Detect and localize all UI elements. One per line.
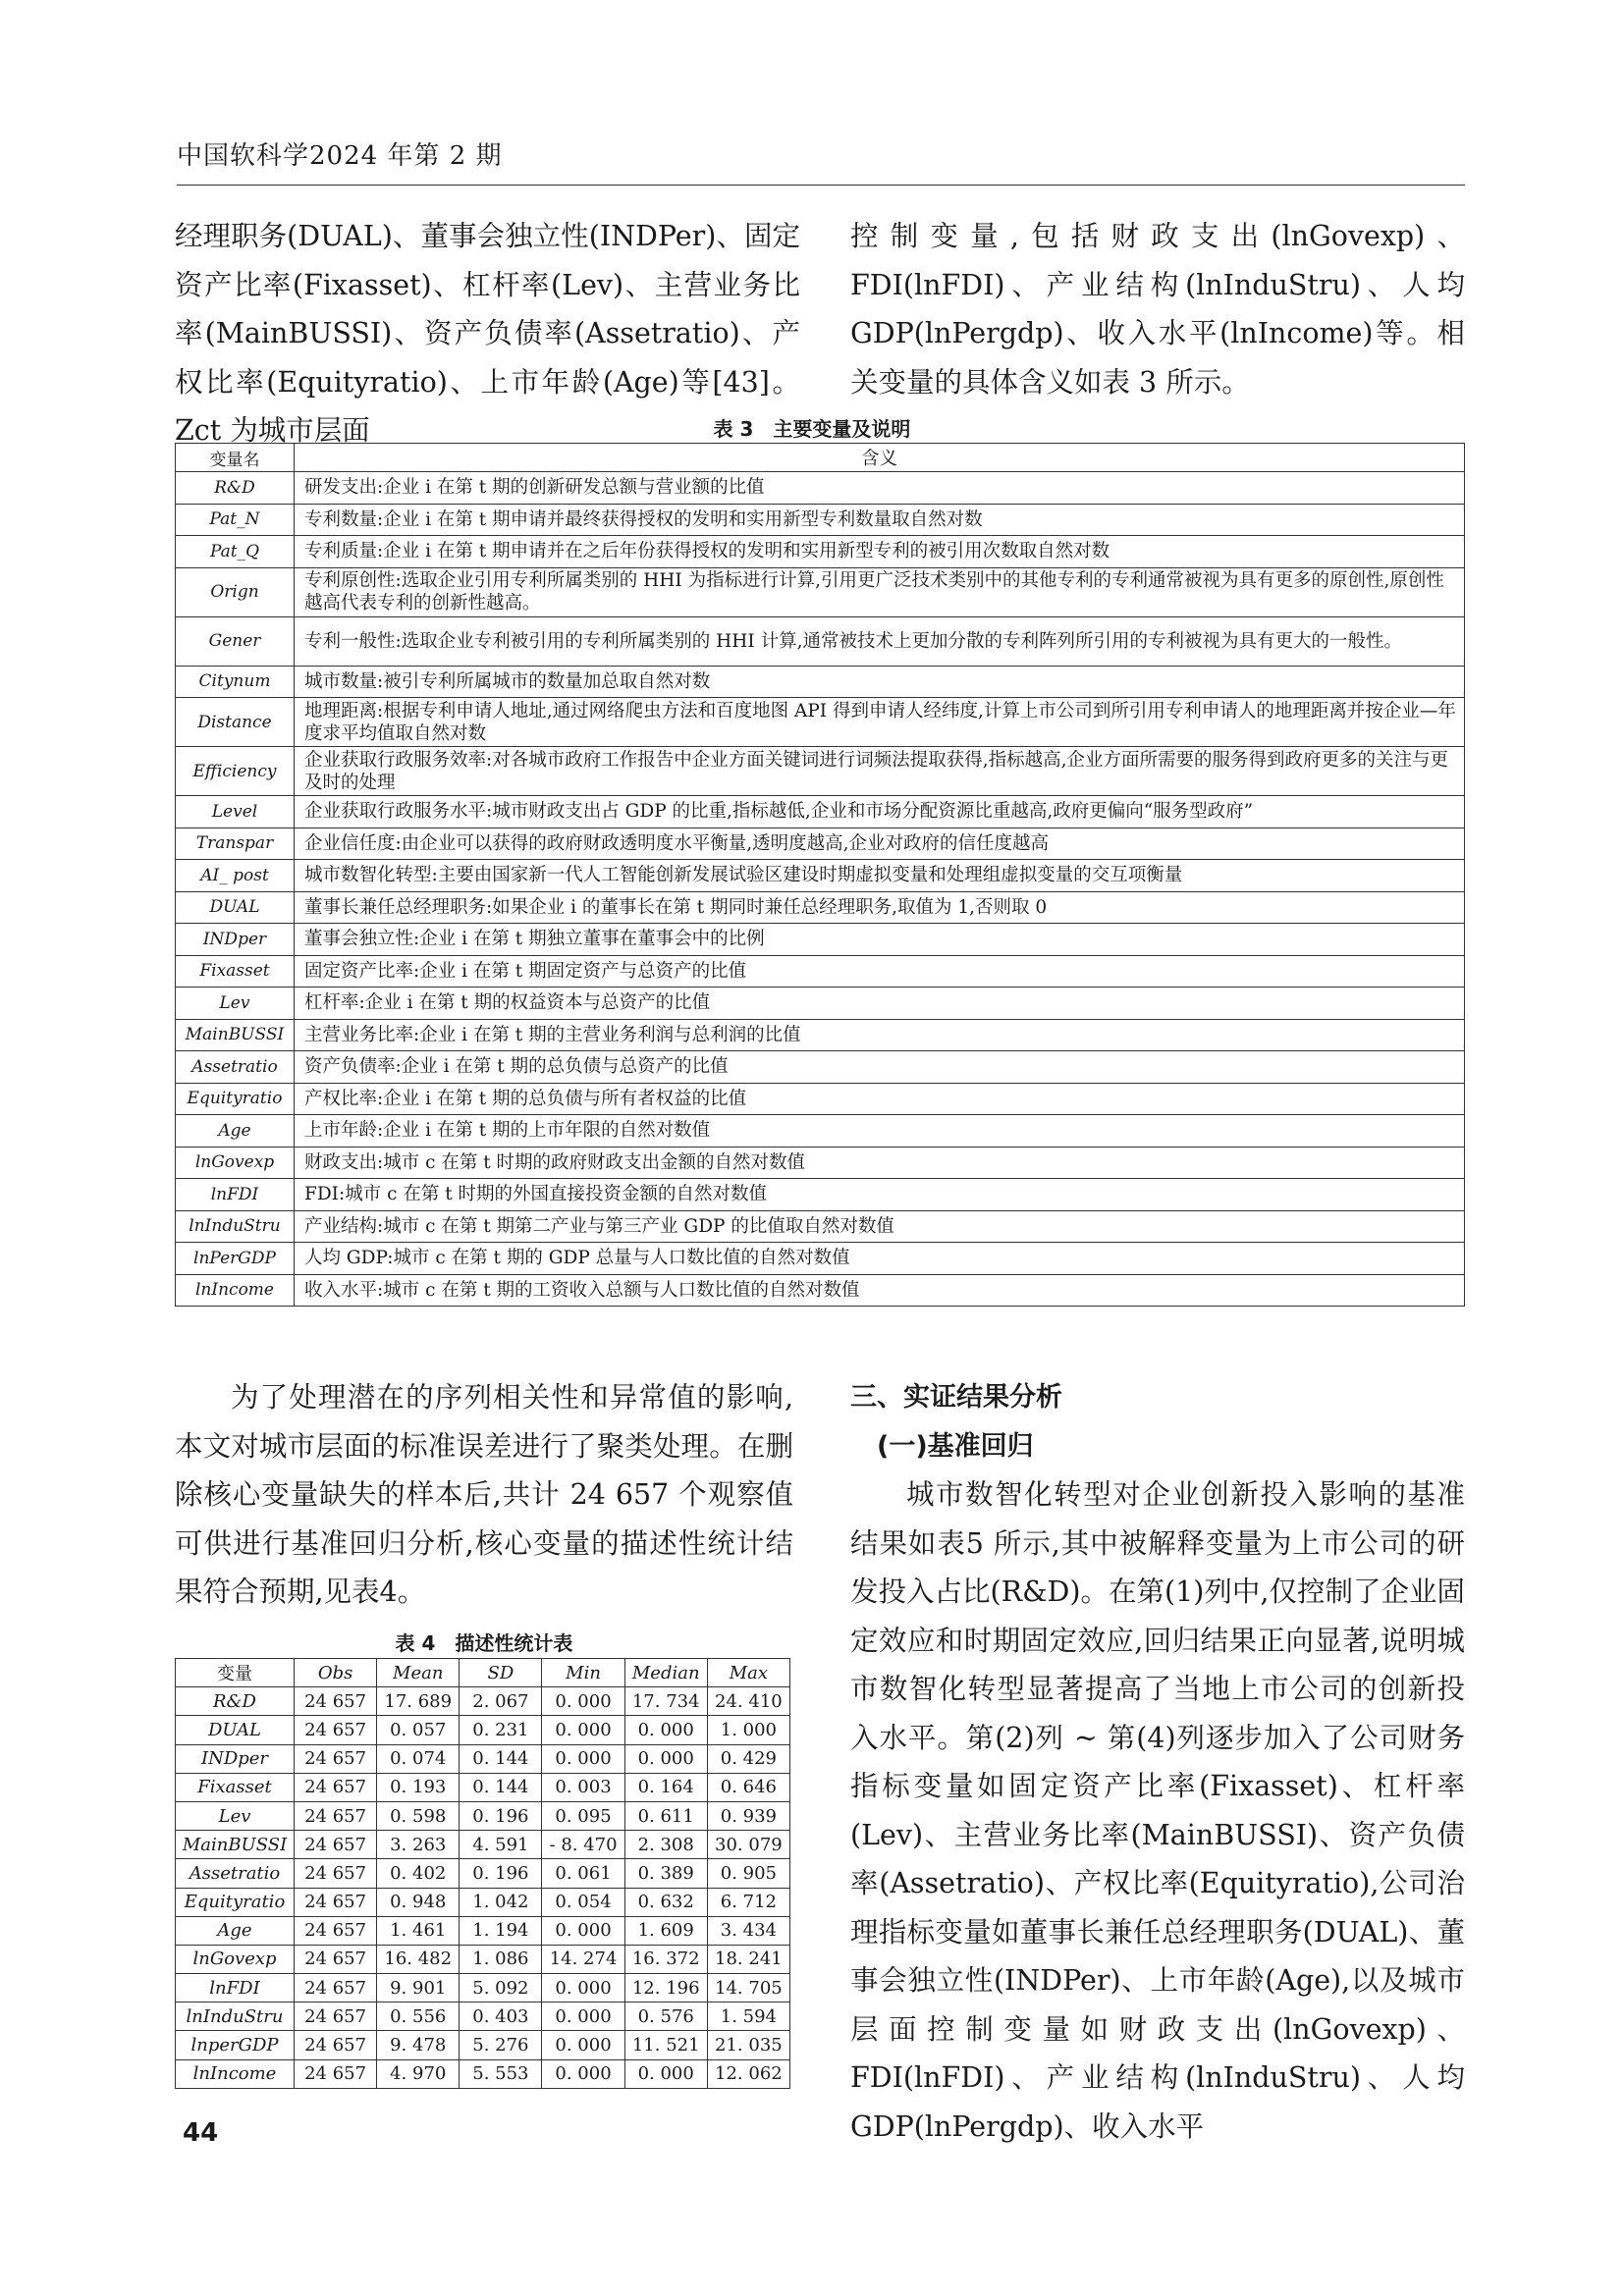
table3-row: [176, 1243, 1465, 1275]
table3-row: [176, 1051, 1465, 1084]
table4-value-cell: 1. 609: [624, 1916, 707, 1945]
table4-value-cell: 18. 241: [707, 1945, 789, 1973]
variable-name-cell: Citynum: [176, 666, 295, 698]
table3-row: [176, 891, 1465, 924]
header-rule: [177, 185, 1465, 186]
table4-value-cell: 2. 067: [460, 1687, 542, 1716]
table4-value-cell: 4. 591: [460, 1831, 542, 1859]
variable-name-cell: Equityratio: [176, 1083, 295, 1115]
section-paragraph: 城市数智化转型对企业创新投入影响的基准结果如表5 所示,其中被解释变量为上市公司的研发投入占比(R&D)。在第(1)列中,仅控制了企业固定效应和时期固定效应,回归结果正向显著,说明城市数智化转型显著提高了当地上市公司的创新投入水平。第(2)列 ~ 第(4)列逐步加入了公司财务指标变量如固定资产比率(Fixasset)、杠杆率(Lev)、主营业务比率(MainBUSSI)、资产负债率(Assetratio)、产权比率(Equityratio),公司治理指标变量如董事长兼任总经理职务(DUAL)、董事会独立性(INDPer)、上市年龄(Age),以及城市层面控制变量如财政支出(lnGovexp)、FDI(lnFDI)、产业结构(lnInduStru)、人均 GDP(lnPergdp)、收入水平: [850, 1478, 1465, 2143]
table4-variable-cell: lnGovexp: [176, 1945, 295, 1973]
table4-variable-cell: INDper: [176, 1744, 295, 1773]
table3-row: [176, 828, 1465, 860]
table4-variable-cell: lnIncome: [176, 2059, 295, 2088]
table4-value-cell: 3. 263: [377, 1831, 460, 1859]
table4-value-cell: 0. 403: [460, 2002, 542, 2031]
table4-value-cell: 0. 000: [624, 1716, 707, 1744]
table4-value-cell: 0. 939: [707, 1801, 789, 1830]
variable-name-cell: Transpar: [176, 828, 295, 860]
table4-value-cell: 0. 429: [707, 1744, 789, 1773]
variable-name-cell: Gener: [176, 616, 295, 666]
variable-description-cell: 资产负债率:企业 i 在第 t 期的总负债与总资产的比值: [295, 1051, 1465, 1084]
table3-row: [176, 472, 1465, 505]
table4-value-cell: 16. 482: [377, 1945, 460, 1973]
variable-description-cell: 城市数量:被引专利所属城市的数量加总取自然对数: [295, 666, 1465, 698]
table4-value-cell: 0. 144: [460, 1773, 542, 1801]
table4-value-cell: 24 657: [295, 1916, 377, 1945]
variable-name-cell: Pat_N: [176, 504, 295, 536]
table4-value-cell: 0. 000: [542, 2002, 624, 2031]
table4-value-cell: 9. 478: [377, 2031, 460, 2059]
table4-value-cell: 12. 196: [624, 1974, 707, 2002]
table4-value-cell: 11. 521: [624, 2031, 707, 2059]
results-section: [850, 1373, 1465, 2151]
top-right-paragraph: [850, 212, 1465, 406]
table4-value-cell: 6. 712: [707, 1888, 789, 1916]
variable-name-cell: DUAL: [176, 891, 295, 924]
variable-description-cell: 收入水平:城市 c 在第 t 期的工资收入总额与人口数比值的自然对数值: [295, 1274, 1465, 1307]
table4-value-cell: 1. 086: [460, 1945, 542, 1973]
table4-value-cell: 24 657: [295, 1773, 377, 1801]
table3-row: [176, 567, 1465, 616]
paragraph-text: 经理职务(DUAL)、董事会独立性(INDPer)、固定资产比率(Fixasset)、杠杆率(Lev)、主营业务比率(MainBUSSI)、资产负债率(Assetratio)、产权比率(Equityratio)、上市年龄(Age)等[43]。Zct 为城市层面: [175, 220, 800, 447]
variable-description-cell: 人均 GDP:城市 c 在第 t 期的 GDP 总量与人口数比值的自然对数值: [295, 1243, 1465, 1275]
table4-descriptive-stats: [175, 1658, 790, 2089]
table4-value-cell: 30. 079: [707, 1831, 789, 1859]
paragraph-text: 为了处理潜在的序列相关性和异常值的影响,本文对城市层面的标准误差进行了聚类处理。在删除核心变量缺失的样本后,共计 24 657 个观察值可供进行基准回归分析,核心变量的描述性统计结果符合预期,见表4。: [175, 1381, 793, 1608]
variable-description-cell: 董事长兼任总经理职务:如果企业 i 的董事长在第 t 期同时兼任总经理职务,取值为 1,否则取 0: [295, 891, 1465, 924]
table4-row: [176, 1888, 790, 1916]
table4-value-cell: 0. 196: [460, 1859, 542, 1888]
table4-value-cell: 4. 970: [377, 2059, 460, 2088]
table4-variable-cell: Lev: [176, 1801, 295, 1830]
table4-value-cell: 0. 000: [542, 1716, 624, 1744]
table3-row: [176, 1274, 1465, 1307]
variable-name-cell: Lev: [176, 988, 295, 1020]
variable-name-cell: AI_ post: [176, 860, 295, 892]
table4-value-cell: 0. 000: [542, 2031, 624, 2059]
variable-name-cell: Distance: [176, 698, 295, 747]
table4-row: [176, 2002, 790, 2031]
variable-name-cell: Orign: [176, 567, 295, 616]
table4-value-cell: 0. 054: [542, 1888, 624, 1916]
table4-header-cell: Median: [624, 1659, 707, 1687]
table3-row: [176, 666, 1465, 698]
table4-value-cell: 0. 646: [707, 1773, 789, 1801]
table4-row: [176, 2031, 790, 2059]
table3-row: [176, 536, 1465, 568]
table4-value-cell: 0. 144: [460, 1744, 542, 1773]
variable-name-cell: lnIncome: [176, 1274, 295, 1307]
table4-value-cell: - 8. 470: [542, 1831, 624, 1859]
variable-description-cell: 城市数智化转型:主要由国家新一代人工智能创新发展试验区建设时期虚拟变量和处理组虚拟变量的交互项衡量: [295, 860, 1465, 892]
table3-row: [176, 860, 1465, 892]
table4-value-cell: 0. 193: [377, 1773, 460, 1801]
table3-row: [176, 504, 1465, 536]
table4-value-cell: 0. 948: [377, 1888, 460, 1916]
table3-variables: [175, 443, 1465, 1307]
table4-value-cell: 0. 003: [542, 1773, 624, 1801]
variable-description-cell: 专利原创性:选取企业引用专利所属类别的 HHI 为指标进行计算,引用更广泛技术类别中的其他专利的专利通常被视为具有更多的原创性,原创性越高代表专利的创新性越高。: [295, 567, 1465, 616]
table4-value-cell: 0. 000: [542, 1687, 624, 1716]
variable-name-cell: lnInduStru: [176, 1210, 295, 1243]
table4-variable-cell: MainBUSSI: [176, 1831, 295, 1859]
table4-row: [176, 1859, 790, 1888]
table4-variable-cell: Age: [176, 1916, 295, 1945]
table4-value-cell: 0. 556: [377, 2002, 460, 2031]
variable-description-cell: 研发支出:企业 i 在第 t 期的创新研发总额与营业额的比值: [295, 472, 1465, 505]
table4-variable-cell: lnInduStru: [176, 2002, 295, 2031]
table4-value-cell: 24 657: [295, 2002, 377, 2031]
table4-variable-cell: R&D: [176, 1687, 295, 1716]
variable-name-cell: INDper: [176, 924, 295, 956]
variable-name-cell: Efficiency: [176, 747, 295, 796]
table4-header-cell: 变量: [176, 1659, 295, 1687]
table4-value-cell: 24 657: [295, 1859, 377, 1888]
table4-variable-cell: lnperGDP: [176, 2031, 295, 2059]
table3-row: [176, 1147, 1465, 1179]
table4-row: [176, 1773, 790, 1801]
table4-value-cell: 0. 000: [542, 1744, 624, 1773]
table4-variable-cell: lnFDI: [176, 1974, 295, 2002]
table4-value-cell: 1. 042: [460, 1888, 542, 1916]
variable-name-cell: R&D: [176, 472, 295, 505]
variable-name-cell: Fixasset: [176, 955, 295, 988]
table4-value-cell: 1. 000: [707, 1716, 789, 1744]
table4-row: [176, 1831, 790, 1859]
variable-description-cell: 企业获取行政服务效率:对各城市政府工作报告中企业方面关键词进行词频法提取获得,指标越高,企业方面所需要的服务得到政府更多的关注与更及时的处理: [295, 747, 1465, 796]
table3-row: [176, 924, 1465, 956]
table4-value-cell: 0. 905: [707, 1859, 789, 1888]
table4-value-cell: 0. 231: [460, 1716, 542, 1744]
table3-row: [176, 955, 1465, 988]
table3-row: [176, 1210, 1465, 1243]
table4-value-cell: 24 657: [295, 1945, 377, 1973]
table4-value-cell: 5. 276: [460, 2031, 542, 2059]
table4-value-cell: 16. 372: [624, 1945, 707, 1973]
table4-value-cell: 24 657: [295, 1716, 377, 1744]
table4-value-cell: 0. 632: [624, 1888, 707, 1916]
table4-row: [176, 1744, 790, 1773]
variable-description-cell: 企业信任度:由企业可以获得的政府财政透明度水平衡量,透明度越高,企业对政府的信任度越高: [295, 828, 1465, 860]
table4-variable-cell: Equityratio: [176, 1888, 295, 1916]
table3-row: [176, 1019, 1465, 1051]
table4-value-cell: 0. 000: [624, 2059, 707, 2088]
table4-value-cell: 1. 594: [707, 2002, 789, 2031]
table4-value-cell: 0. 402: [377, 1859, 460, 1888]
variable-description-cell: 产权比率:企业 i 在第 t 期的总负债与所有者权益的比值: [295, 1083, 1465, 1115]
table4-value-cell: 0. 196: [460, 1801, 542, 1830]
table3-header-cell: 变量名: [176, 444, 295, 472]
variable-name-cell: Pat_Q: [176, 536, 295, 568]
table4-value-cell: 17. 734: [624, 1687, 707, 1716]
table3-row: [176, 1083, 1465, 1115]
table4-value-cell: 0. 074: [377, 1744, 460, 1773]
table3-header-row: [176, 444, 1465, 472]
table4-value-cell: 24 657: [295, 1888, 377, 1916]
table4-row: [176, 1801, 790, 1830]
table4-header-cell: SD: [460, 1659, 542, 1687]
table3-row: [176, 698, 1465, 747]
variable-description-cell: 产业结构:城市 c 在第 t 期第二产业与第三产业 GDP 的比值取自然对数值: [295, 1210, 1465, 1243]
table4-variable-cell: Fixasset: [176, 1773, 295, 1801]
table4-row: [176, 1974, 790, 2002]
table4-value-cell: 9. 901: [377, 1974, 460, 2002]
variable-description-cell: 地理距离:根据专利申请人地址,通过网络爬虫方法和百度地图 API 得到申请人经纬度,计算上市公司到所引用专利申请人的地理距离并按企业—年度求平均值取自然对数: [295, 698, 1465, 747]
variable-description-cell: 财政支出:城市 c 在第 t 时期的政府财政支出金额的自然对数值: [295, 1147, 1465, 1179]
variable-description-cell: 杠杆率:企业 i 在第 t 期的权益资本与总资产的比值: [295, 988, 1465, 1020]
variable-name-cell: MainBUSSI: [176, 1019, 295, 1051]
variable-name-cell: lnGovexp: [176, 1147, 295, 1179]
table4-row: [176, 2059, 790, 2088]
variable-name-cell: Age: [176, 1115, 295, 1148]
table4-value-cell: 0. 576: [624, 2002, 707, 2031]
table4-value-cell: 0. 611: [624, 1801, 707, 1830]
variable-description-cell: 董事会独立性:企业 i 在第 t 期独立董事在董事会中的比例: [295, 924, 1465, 956]
table3-row: [176, 988, 1465, 1020]
table3-caption: 表 3 主要变量及说明: [713, 417, 911, 441]
variable-description-cell: 专利数量:企业 i 在第 t 期申请并最终获得授权的发明和实用新型专利数量取自然对数: [295, 504, 1465, 536]
table4-value-cell: 24 657: [295, 1687, 377, 1716]
table4-value-cell: 24 657: [295, 2059, 377, 2088]
table4-value-cell: 14. 705: [707, 1974, 789, 2002]
table4-value-cell: 0. 000: [542, 1916, 624, 1945]
subsection-title: (一)基准回归: [877, 1430, 1034, 1462]
table4-value-cell: 0. 095: [542, 1801, 624, 1830]
table4-value-cell: 24 657: [295, 1974, 377, 2002]
table4-value-cell: 24 657: [295, 1831, 377, 1859]
table4-value-cell: 21. 035: [707, 2031, 789, 2059]
table4-header-cell: Min: [542, 1659, 624, 1687]
table4-row: [176, 1945, 790, 1973]
table4-value-cell: 24. 410: [707, 1687, 789, 1716]
table4-value-cell: 5. 092: [460, 1974, 542, 2002]
table4-value-cell: 0. 061: [542, 1859, 624, 1888]
section-title: 三、实证结果分析: [850, 1382, 1062, 1413]
table4-value-cell: 17. 689: [377, 1687, 460, 1716]
table4-body: [176, 1687, 790, 2089]
table4-row: [176, 1916, 790, 1945]
table4-value-cell: 5. 553: [460, 2059, 542, 2088]
table4-value-cell: 24 657: [295, 2031, 377, 2059]
table4-value-cell: 0. 389: [624, 1859, 707, 1888]
variable-description-cell: 上市年龄:企业 i 在第 t 期的上市年限的自然对数值: [295, 1115, 1465, 1148]
table4-caption: 表 4 描述性统计表: [395, 1631, 573, 1655]
table4-variable-cell: DUAL: [176, 1716, 295, 1744]
table3-row: [176, 747, 1465, 796]
table3-row: [176, 616, 1465, 666]
variable-description-cell: 专利一般性:选取企业专利被引用的专利所属类别的 HHI 计算,通常被技术上更加分散的专利阵列所引用的专利被视为具有更大的一般性。: [295, 616, 1465, 666]
table4-value-cell: 1. 194: [460, 1916, 542, 1945]
table4-value-cell: 3. 434: [707, 1916, 789, 1945]
variable-description-cell: 固定资产比率:企业 i 在第 t 期固定资产与总资产的比值: [295, 955, 1465, 988]
table3-body: [176, 444, 1465, 1307]
table4-value-cell: 0. 000: [624, 1744, 707, 1773]
table4-value-cell: 14. 274: [542, 1945, 624, 1973]
table4-header-cell: Mean: [377, 1659, 460, 1687]
page-number: 44: [183, 2118, 219, 2148]
table3-row: [176, 1179, 1465, 1211]
table3-header-cell: 含义: [295, 444, 1465, 472]
table4-value-cell: 0. 057: [377, 1716, 460, 1744]
variable-description-cell: 主营业务比率:企业 i 在第 t 期的主营业务利润与总利润的比值: [295, 1019, 1465, 1051]
variable-name-cell: lnFDI: [176, 1179, 295, 1211]
table4-value-cell: 24 657: [295, 1801, 377, 1830]
table4-value-cell: 12. 062: [707, 2059, 789, 2088]
table3-row: [176, 796, 1465, 828]
table4-row: [176, 1687, 790, 1716]
table3-row: [176, 1115, 1465, 1148]
running-header: 中国软科学2024 年第 2 期: [177, 141, 503, 171]
table4-header-row: [176, 1659, 790, 1687]
table4-value-cell: 1. 461: [377, 1916, 460, 1945]
variable-name-cell: Level: [176, 796, 295, 828]
table4-header-cell: Obs: [295, 1659, 377, 1687]
variable-description-cell: 企业获取行政服务水平:城市财政支出占 GDP 的比重,指标越低,企业和市场分配资源比重越高,政府更偏向“服务型政府”: [295, 796, 1465, 828]
bottom-left-paragraph: [175, 1373, 793, 1617]
table4-value-cell: 0. 000: [542, 1974, 624, 2002]
variable-description-cell: 专利质量:企业 i 在第 t 期申请并在之后年份获得授权的发明和实用新型专利的被引用次数取自然对数: [295, 536, 1465, 568]
table4-header-cell: Max: [707, 1659, 789, 1687]
table4-value-cell: 24 657: [295, 1744, 377, 1773]
table4-row: [176, 1716, 790, 1744]
paragraph-text: 控制变量,包括财政支出(lnGovexp)、FDI(lnFDI)、产业结构(lnInduStru)、人均 GDP(lnPergdp)、收入水平(lnIncome)等。相关变量的具体含义如表 3 所示。: [850, 220, 1465, 399]
table4-value-cell: 0. 164: [624, 1773, 707, 1801]
table4-value-cell: 2. 308: [624, 1831, 707, 1859]
variable-name-cell: lnPerGDP: [176, 1243, 295, 1275]
table4-variable-cell: Assetratio: [176, 1859, 295, 1888]
variable-name-cell: Assetratio: [176, 1051, 295, 1084]
table4-value-cell: 0. 598: [377, 1801, 460, 1830]
variable-description-cell: FDI:城市 c 在第 t 时期的外国直接投资金额的自然对数值: [295, 1179, 1465, 1211]
table4-value-cell: 0. 000: [542, 2059, 624, 2088]
